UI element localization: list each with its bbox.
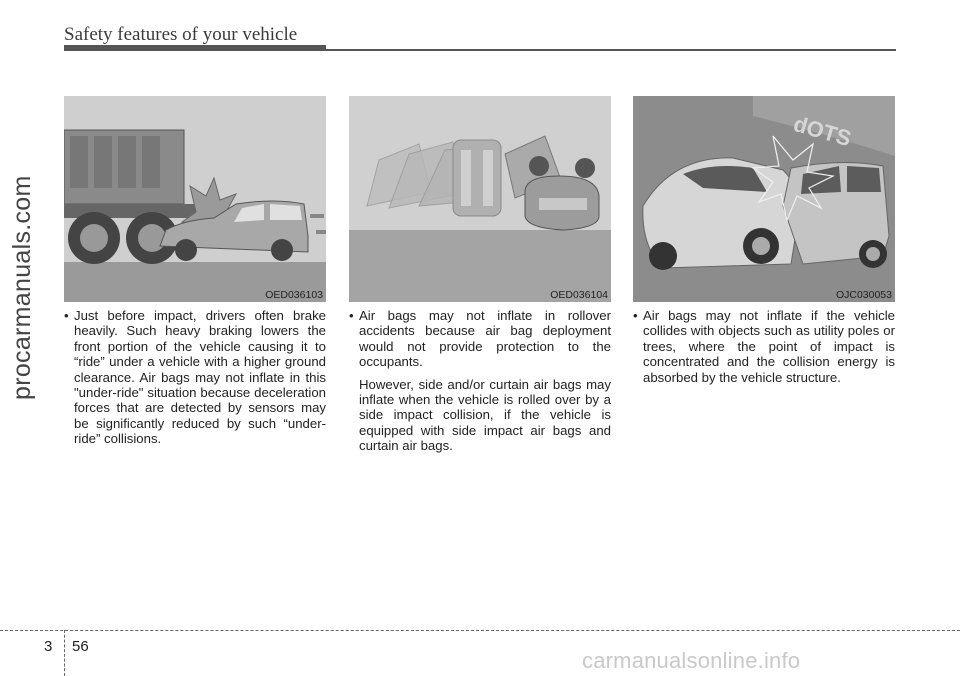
page-number: 56 — [72, 638, 89, 655]
side-watermark: procarmanuals.com — [8, 175, 36, 400]
bullet-text: Just before impact, drivers often brake heavily. Such heavy braking lowers the front portion of the vehicle causing it to “ride” under a vehicle with a higher ground clearance. Air bags may not inflate in this "under-ride" situation because deceleration forces that are detected by sensors may be significantly reduced by such “under-ride” collisions. — [74, 308, 326, 447]
footer-divider — [64, 630, 65, 676]
page-header-title: Safety features of your vehicle — [64, 24, 298, 45]
figure-code: OJC030053 — [835, 289, 892, 301]
under-ride-drawing — [64, 96, 326, 302]
column-under-ride — [64, 308, 326, 447]
figure-code: OED036104 — [550, 289, 608, 301]
bullet-continuation: However, side and/or curtain air bags may inflate when the vehicle is rolled over by a side impact collision, if the vehicle is equipped with side impact air bags and curtain air bags. — [359, 376, 611, 454]
bullet-dot-icon: • — [64, 308, 69, 323]
figure-rollover-illustration — [349, 96, 611, 302]
bullet-text: Air bags may not inflate if the vehicle collides with objects such as utility poles or trees, where the point of impact is concentrated and the collision energy is absorbed by the vehicle structure. — [643, 308, 895, 385]
column-concentrated-impact — [633, 308, 895, 385]
chapter-number: 3 — [44, 638, 53, 655]
svg-text:dOTS: dOTS — [790, 111, 855, 152]
figure-under-ride-illustration — [64, 96, 326, 302]
bullet-item — [633, 308, 895, 385]
impact-drawing — [633, 96, 895, 302]
bullet-item — [64, 308, 326, 447]
bullet-item — [349, 308, 611, 370]
column-rollover — [349, 308, 611, 461]
figure-code: OED036103 — [265, 289, 323, 301]
header-rule-thin — [326, 49, 896, 51]
footer-rule — [0, 630, 960, 631]
bullet-dot-icon: • — [633, 308, 638, 323]
header-rule-thick — [64, 45, 326, 51]
bottom-watermark: carmanualsonline.info — [582, 648, 801, 673]
bullet-text: Air bags may not inflate in rollover accidents because air bag deployment would not provide protection to the occupants. — [359, 308, 611, 370]
rollover-drawing — [349, 96, 611, 302]
figure-concentrated-impact-illustration — [633, 96, 895, 302]
bullet-dot-icon: • — [349, 308, 354, 323]
